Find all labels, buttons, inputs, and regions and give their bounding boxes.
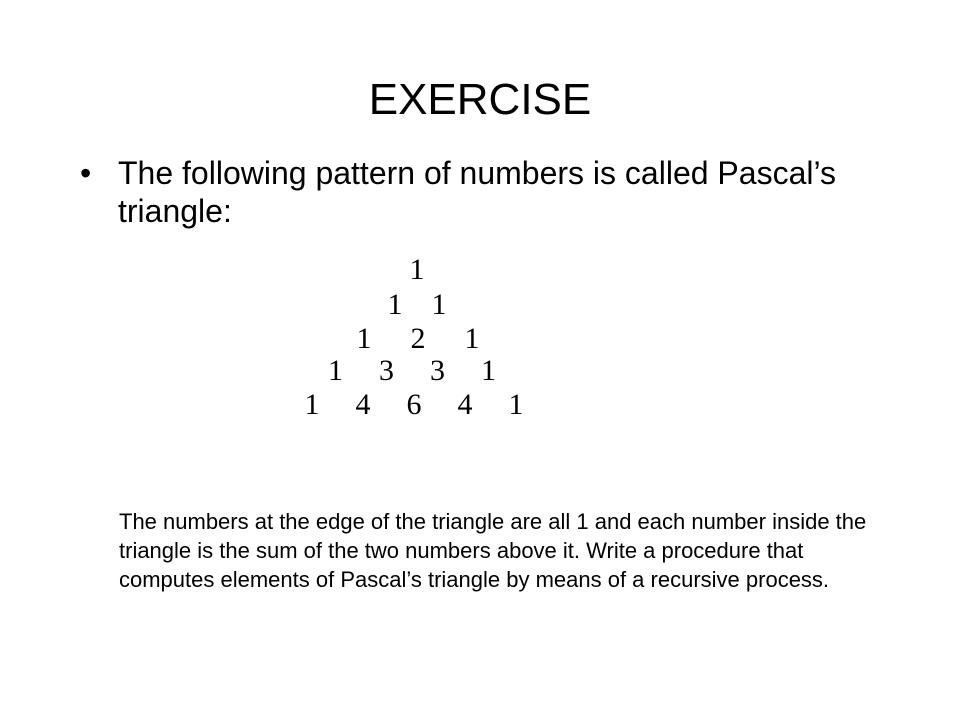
triangle-number-r1-c0: 1: [387, 288, 403, 321]
bullet-text: The following pattern of numbers is called Pascal’s triangle:: [118, 155, 836, 229]
bullet-marker: •: [80, 155, 92, 191]
description-text: The numbers at the edge of the triangle are all 1 and each number inside the triangle is the sum of the two numbers above it. Write a procedure that computes elements of Pascal’s triangle by means of a recursive process.: [119, 509, 867, 592]
triangle-number-r1-c1: 1: [431, 288, 447, 321]
triangle-number-r0-c0: 1: [409, 253, 425, 286]
triangle-number-r4-c1: 4: [355, 388, 371, 421]
triangle-number-r4-c3: 4: [457, 388, 473, 421]
slide-title: EXERCISE: [368, 75, 592, 124]
bullet-item: [80, 154, 840, 230]
triangle-number-r2-c1: 2: [410, 322, 426, 355]
triangle-number-r3-c2: 3: [430, 354, 445, 387]
triangle-number-r3-c3: 1: [481, 354, 496, 387]
triangle-number-r4-c4: 1: [508, 388, 524, 421]
triangle-number-r3-c1: 3: [379, 354, 394, 387]
triangle-number-r4-c0: 1: [304, 388, 320, 421]
triangle-number-r3-c0: 1: [328, 354, 343, 387]
triangle-number-r2-c2: 1: [464, 322, 480, 355]
triangle-number-r4-c2: 6: [406, 388, 422, 421]
triangle-number-r2-c0: 1: [356, 322, 372, 355]
